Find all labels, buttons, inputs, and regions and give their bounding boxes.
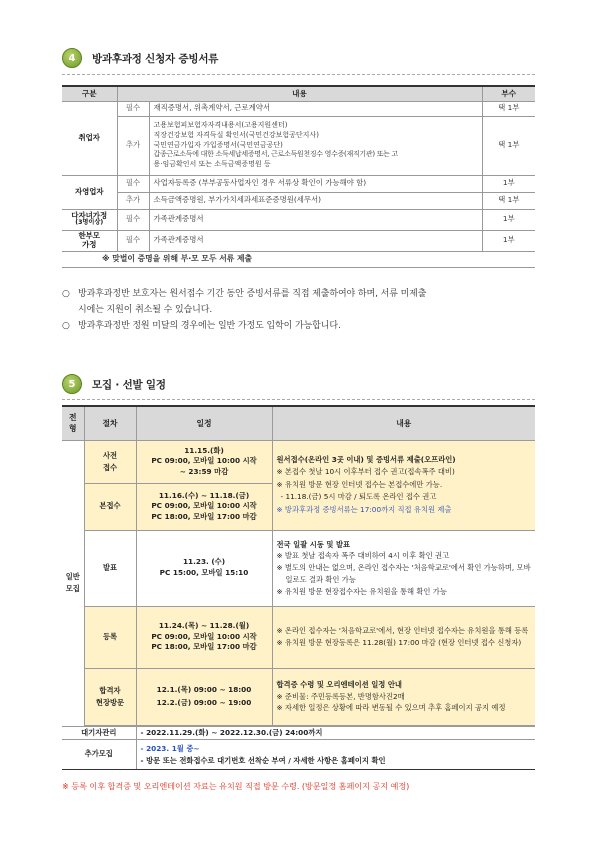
section-title: 방과후과정 신청자 증빙서류 bbox=[92, 52, 219, 65]
table-row bbox=[62, 116, 535, 175]
category-cell: 취업자 bbox=[62, 101, 117, 175]
table-row bbox=[62, 726, 535, 740]
content-cell bbox=[272, 440, 535, 530]
step-cell: 발표 bbox=[84, 530, 136, 606]
general-type-cell: 일반 모집 bbox=[62, 440, 84, 726]
table-header-row bbox=[62, 406, 535, 440]
content-cell: 가족관계증명서 bbox=[149, 230, 482, 251]
schedule-cell: 11.15.(화) PC 09:00, 모바일 10:00 시작 ~ 23:59 마감 bbox=[136, 440, 272, 483]
category-label: 가정 bbox=[82, 239, 97, 249]
content-cell: 가족관계증명서 bbox=[149, 209, 482, 230]
step-cell: 본접수 bbox=[84, 483, 136, 530]
kind-cell: 추가 bbox=[117, 116, 149, 175]
content-title: 전국 일괄 시동 및 발표 bbox=[276, 539, 351, 549]
footnote: ※ 등록 이후 합격증 및 오리엔테이션 자료는 유치원 직접 방문 수령. (방문일정 홈페이지 공지 예정) bbox=[62, 781, 410, 791]
table-row bbox=[62, 740, 535, 770]
count-cell: 택 1부 bbox=[482, 101, 535, 116]
table-row bbox=[62, 209, 535, 230]
schedule-cell: 12.1.(목) 09:00 ~ 18:00 12.2.(금) 09:00 ~ 19:00 bbox=[136, 668, 272, 725]
additional-line: - 방문 또는 전화접수로 대기번호 선착순 부여 / 자세한 사항은 홈페이지 확인 bbox=[140, 755, 386, 765]
content-line: - 11.18.(금) 5시 마감 / 퇴도록 온라인 접수 권고 bbox=[280, 492, 437, 502]
section-5-heading bbox=[62, 373, 166, 395]
content-line: ※ 유치원 방문 현장 인터넷 접수는 본접수에만 가능. bbox=[276, 479, 443, 489]
category-label: 다자녀가정 bbox=[71, 211, 108, 221]
content-line: 고용보험피보험자자격내용서(고용지원센터) bbox=[153, 120, 288, 129]
step-cell: 사전 접수 bbox=[84, 440, 136, 483]
content-line: 국민연금가입자 가입증명서(국민연금공단) bbox=[153, 140, 283, 149]
content-line: ※ 온라인 접수자는 '처음학교로'에서, 현장 인터넷 접수자는 유치원을 통해 등록 bbox=[276, 626, 529, 636]
category-sub-label: (3명이상) bbox=[75, 219, 104, 227]
schedule-table bbox=[62, 405, 535, 770]
header-step: 절차 bbox=[84, 406, 136, 440]
header-content: 내용 bbox=[117, 86, 482, 101]
table-header-row bbox=[62, 86, 535, 101]
step-cell: 합격자 현장방문 bbox=[84, 668, 136, 725]
bullet-icon: ○ bbox=[62, 289, 70, 299]
category-cell bbox=[62, 209, 117, 230]
content-cell: 재직증명서, 위촉계약서, 근로계약서 bbox=[149, 101, 482, 116]
schedule-cell: 11.23. (수) PC 15:00, 모바일 15:10 bbox=[136, 530, 272, 606]
content-cell: 사업자등록증 (부부공동사업자인 경우 서류상 확인이 가능해야 함) bbox=[149, 175, 482, 192]
content-line: 직장건강보험 자격득실 확인서(국민건강보험공단지사) bbox=[153, 130, 319, 139]
content-line: 용·임금확인서 또는 소득금액증명원 등 bbox=[153, 160, 271, 169]
kind-cell: 필수 bbox=[117, 101, 149, 116]
additional-content bbox=[136, 740, 535, 770]
waitlist-label: 대기자관리 bbox=[62, 726, 136, 740]
step-cell: 등록 bbox=[84, 606, 136, 668]
content-cell bbox=[272, 606, 535, 668]
content-line: ※ 자세한 일정은 상황에 따라 변동될 수 있으며 추후 홈페이지 공지 예정 bbox=[276, 703, 506, 713]
additional-line: - 2023. 1월 중~ bbox=[140, 743, 200, 753]
content-line: 갑종근로소득에 대한 소득세납세증명서, 근로소득원천징수 영수증(재직기관) 또는 고 bbox=[153, 150, 399, 159]
paragraph-text: 방과후과정반 보호자는 원서접수 기간 동안 증빙서류를 직접 제출하여야 하며, 서류 미제출 bbox=[78, 289, 427, 299]
count-cell: 택 1부 bbox=[482, 192, 535, 209]
content-line: ※ 본접수 첫날 10시 이후부터 접수 권고(접속폭주 대비) bbox=[276, 467, 455, 477]
documents-table bbox=[62, 85, 535, 268]
category-cell bbox=[62, 230, 117, 251]
header-content: 내용 bbox=[272, 406, 535, 440]
content-cell bbox=[272, 530, 535, 606]
section-title: 모집 · 선발 일정 bbox=[92, 378, 166, 391]
content-line: ※ 별도의 안내는 없으며, 온라인 접수자는 '처음학교로'에서 확인 가능하며, 모바일로도 결과 확인 가능 bbox=[276, 563, 531, 584]
waitlist-text: - 2022.11.29.(화) ~ 2022.12.30.(금) 24:00까지 bbox=[136, 726, 535, 740]
category-label: 한부모 bbox=[78, 230, 100, 240]
header-category: 구분 bbox=[62, 86, 117, 101]
table-note-row bbox=[62, 251, 535, 267]
section-number-badge: 5 bbox=[62, 374, 82, 394]
notice-paragraph bbox=[62, 287, 542, 334]
content-cell bbox=[272, 668, 535, 725]
content-cell bbox=[149, 116, 482, 175]
table-row bbox=[62, 440, 535, 483]
header-type: 전 형 bbox=[62, 406, 84, 440]
count-cell: 1부 bbox=[482, 175, 535, 192]
table-row bbox=[62, 101, 535, 116]
section-divider bbox=[62, 399, 535, 400]
content-line: ※ 발표 첫날 접속자 폭주 대비하여 4시 이후 확인 권고 bbox=[276, 551, 450, 561]
section-divider bbox=[62, 74, 535, 75]
section-4-heading bbox=[62, 47, 218, 69]
table-row bbox=[62, 668, 535, 725]
table-row bbox=[62, 175, 535, 192]
header-count: 부수 bbox=[482, 86, 535, 101]
category-cell: 자영업자 bbox=[62, 175, 117, 209]
schedule-cell: 11.16.(수) ~ 11.18.(금) PC 09:00, 모바일 10:00 시작 PC 18:00, 모바일 17:00 마감 bbox=[136, 483, 272, 530]
count-cell: 1부 bbox=[482, 230, 535, 251]
paragraph-text: 방과후과정반 정원 미달의 경우에는 일반 가정도 입학이 가능합니다. bbox=[78, 320, 341, 331]
content-title: 합격증 수령 및 오리엔테이션 일정 안내 bbox=[276, 679, 402, 689]
section-number-badge: 4 bbox=[62, 48, 82, 68]
content-line: ※ 준비물: 주민등록등본, 반명함사진2매 bbox=[276, 691, 405, 701]
content-line: ※ 유치원 방문 현장접수자는 유치원을 통해 확인 가능 bbox=[276, 586, 447, 596]
table-row bbox=[62, 230, 535, 251]
count-cell: 1부 bbox=[482, 209, 535, 230]
content-line-highlight: ※ 방과후과정 증빙서류는 17:00까지 직접 유치원 제출 bbox=[276, 504, 452, 514]
content-cell: 소득금액증명원, 부가가치세과세표준증명원(세무서) bbox=[149, 192, 482, 209]
table-row bbox=[62, 192, 535, 209]
paragraph-text: 시에는 지원이 취소될 수 있습니다. bbox=[78, 304, 213, 315]
count-cell: 택 1부 bbox=[482, 116, 535, 175]
content-title: 원서접수(온라인 3곳 이내) 및 증빙서류 제출(오프라인) bbox=[276, 455, 456, 465]
kind-cell: 필수 bbox=[117, 175, 149, 192]
table-note: ※ 맞벌이 증명을 위해 부·모 모두 서류 제출 bbox=[62, 251, 535, 267]
kind-cell: 필수 bbox=[117, 209, 149, 230]
schedule-cell: 11.24.(목) ~ 11.28.(월) PC 09:00, 모바일 10:00 시작 PC 18:00, 모바일 17:00 마감 bbox=[136, 606, 272, 668]
bullet-icon: ○ bbox=[62, 320, 70, 331]
additional-label: 추가모집 bbox=[62, 740, 136, 770]
header-schedule: 일정 bbox=[136, 406, 272, 440]
content-line: ※ 유치원 방문 현장등록은 11.28(월) 17:00 마감 (현장 인터넷 접수 신청자) bbox=[276, 638, 522, 647]
table-row bbox=[62, 530, 535, 606]
table-row bbox=[62, 606, 535, 668]
kind-cell: 추가 bbox=[117, 192, 149, 209]
kind-cell: 필수 bbox=[117, 230, 149, 251]
